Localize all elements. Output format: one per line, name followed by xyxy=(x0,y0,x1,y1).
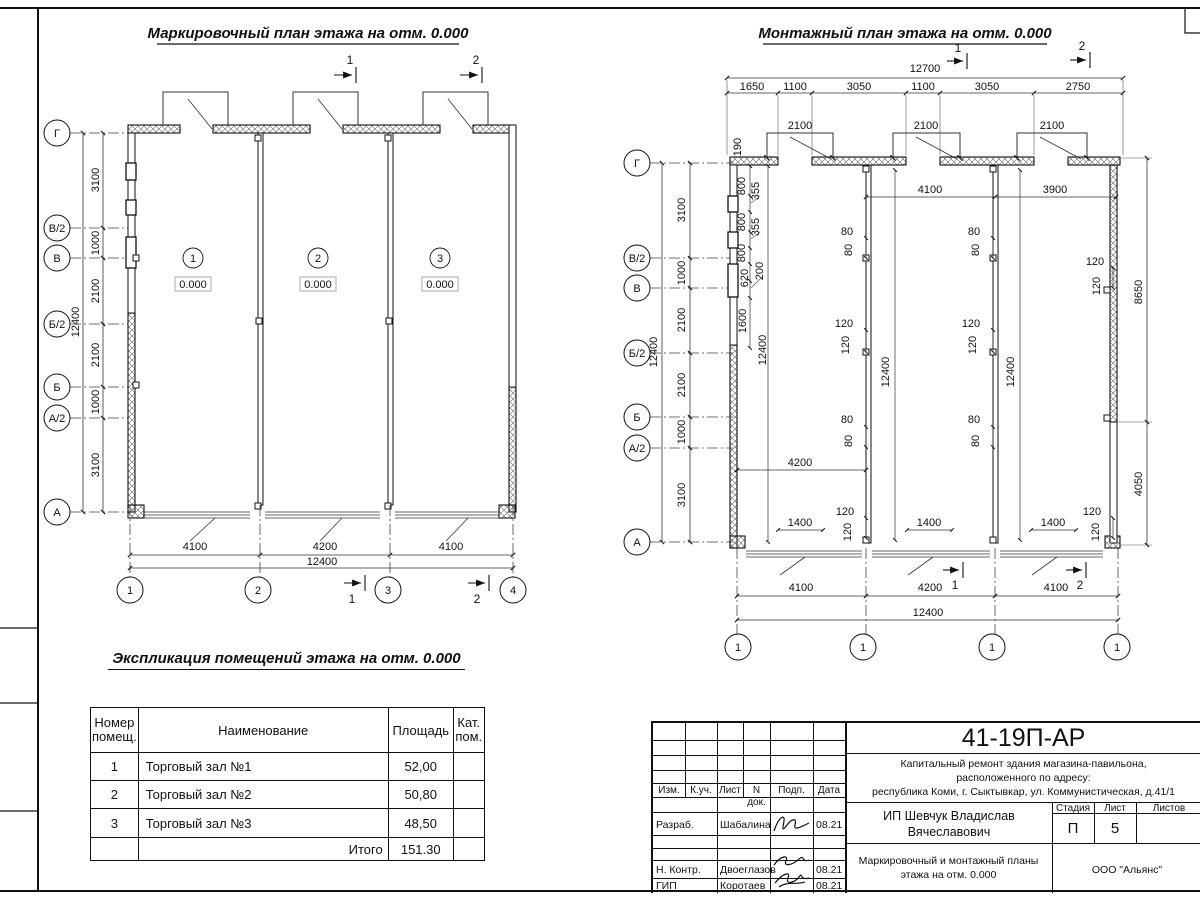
svg-text:3100: 3100 xyxy=(676,482,688,508)
svg-text:1: 1 xyxy=(954,41,962,55)
name-nkontr: Двоеглазов xyxy=(720,864,776,876)
svg-text:120: 120 xyxy=(967,335,979,355)
svg-text:4: 4 xyxy=(509,585,517,597)
role-gip: ГИП xyxy=(656,880,677,892)
svg-text:В: В xyxy=(633,283,641,295)
room-table-header xyxy=(91,708,485,753)
svg-text:120: 120 xyxy=(834,318,854,330)
sheets-label: Листов xyxy=(1152,803,1186,814)
svg-text:120: 120 xyxy=(961,318,981,330)
col-data: Дата xyxy=(817,785,841,796)
svg-text:1: 1 xyxy=(734,642,742,654)
row-axes xyxy=(44,120,128,525)
table-row: 3 Торговый зал №3 48,50 xyxy=(91,809,485,838)
col-axes xyxy=(117,505,526,603)
svg-text:4100: 4100 xyxy=(438,541,464,553)
col-list: Лист xyxy=(719,785,741,796)
svg-text:80: 80 xyxy=(840,414,854,426)
svg-text:3: 3 xyxy=(436,253,444,265)
svg-text:1650: 1650 xyxy=(739,81,765,93)
svg-text:2100: 2100 xyxy=(913,120,939,132)
svg-text:3: 3 xyxy=(384,585,392,597)
svg-text:12400: 12400 xyxy=(880,356,892,388)
svg-text:1100: 1100 xyxy=(911,81,935,93)
stage-label: Стадия xyxy=(1055,803,1091,814)
svg-text:4100: 4100 xyxy=(182,541,208,553)
svg-text:2: 2 xyxy=(1078,39,1086,53)
offset-dim: 190 xyxy=(732,137,744,157)
svg-text:2100: 2100 xyxy=(676,372,688,398)
sheet-label: Лист xyxy=(1104,803,1126,814)
svg-text:2750: 2750 xyxy=(1065,81,1091,93)
svg-text:1: 1 xyxy=(346,53,354,67)
col-header-num: Номер помещ. xyxy=(91,708,139,753)
svg-text:А/2: А/2 xyxy=(48,413,66,425)
svg-text:В: В xyxy=(53,253,61,265)
svg-text:2: 2 xyxy=(473,592,481,606)
svg-text:В/2: В/2 xyxy=(48,223,66,235)
svg-text:12400: 12400 xyxy=(912,607,944,619)
svg-text:1: 1 xyxy=(1113,642,1121,654)
svg-text:2: 2 xyxy=(472,53,480,67)
svg-text:4100: 4100 xyxy=(788,582,814,594)
svg-text:3100: 3100 xyxy=(676,197,688,223)
svg-text:А: А xyxy=(53,507,61,519)
svg-text:4050: 4050 xyxy=(1133,471,1145,497)
left-plan xyxy=(44,25,526,606)
col-kuch: К.уч. xyxy=(690,785,712,796)
svg-text:12400: 12400 xyxy=(1005,356,1017,388)
doc-number: 41-19П-АР xyxy=(961,724,1086,752)
svg-text:4100: 4100 xyxy=(1043,582,1069,594)
svg-text:4200: 4200 xyxy=(917,582,943,594)
left-plan-title: Маркировочный план этажа на отм. 0.000 xyxy=(147,25,469,42)
col-izm: Изм. xyxy=(658,785,680,796)
svg-text:120: 120 xyxy=(842,522,854,542)
svg-text:1000: 1000 xyxy=(90,389,102,415)
svg-text:200: 200 xyxy=(754,261,766,281)
svg-text:80: 80 xyxy=(967,226,981,238)
role-nkontr: Н. Контр. xyxy=(656,864,701,876)
svg-text:120: 120 xyxy=(835,506,855,518)
svg-text:Г: Г xyxy=(634,158,640,170)
svg-text:2: 2 xyxy=(314,253,322,265)
right-plan xyxy=(624,25,1152,660)
signature-razrab xyxy=(771,813,813,835)
svg-text:3050: 3050 xyxy=(974,81,1000,93)
svg-text:8650: 8650 xyxy=(1133,279,1145,305)
svg-text:2100: 2100 xyxy=(90,342,102,368)
table-row: 2 Торговый зал №2 50,80 xyxy=(91,781,485,809)
svg-text:4200: 4200 xyxy=(312,541,338,553)
svg-text:2100: 2100 xyxy=(676,307,688,333)
porch-lines xyxy=(143,512,499,541)
svg-text:3900: 3900 xyxy=(1042,184,1068,196)
svg-text:1400: 1400 xyxy=(916,517,942,529)
section-mark xyxy=(344,575,489,606)
svg-text:355: 355 xyxy=(750,217,762,237)
svg-text:1400: 1400 xyxy=(1040,517,1066,529)
date-razrab: 08.21 xyxy=(816,819,843,831)
right-wall-dimensions xyxy=(1086,158,1152,545)
room-table xyxy=(90,707,485,861)
svg-text:1: 1 xyxy=(126,585,134,597)
svg-text:120: 120 xyxy=(840,335,852,355)
col-header-cat: Кат. пом. xyxy=(453,708,484,753)
svg-text:0.000: 0.000 xyxy=(179,279,207,291)
svg-text:1000: 1000 xyxy=(90,230,102,256)
role-razrab: Разраб. xyxy=(656,819,694,831)
svg-text:0.000: 0.000 xyxy=(426,279,454,291)
client-name: ИП Шевчук Владислав Вячеславович xyxy=(883,809,1015,839)
entrance-canopies xyxy=(767,120,1087,159)
svg-text:А/2: А/2 xyxy=(628,443,646,455)
svg-text:620: 620 xyxy=(739,268,751,288)
building-walls xyxy=(126,92,516,541)
col-header-name: Наименование xyxy=(138,708,388,753)
signature-nkontr-gip xyxy=(771,851,813,893)
wall-nodes xyxy=(863,166,1110,543)
svg-text:2: 2 xyxy=(1076,578,1084,592)
room-table-title: Экспликация помещений этажа на отм. 0.000 xyxy=(90,650,483,667)
top-dimensions xyxy=(727,63,1123,155)
svg-text:3050: 3050 xyxy=(846,81,872,93)
building-walls xyxy=(728,157,1120,575)
svg-text:1: 1 xyxy=(951,578,959,592)
svg-text:1600: 1600 xyxy=(737,308,749,334)
svg-text:1000: 1000 xyxy=(676,419,688,445)
stage-value: П xyxy=(1067,820,1079,837)
svg-text:Г: Г xyxy=(54,128,60,140)
svg-text:2100: 2100 xyxy=(90,278,102,304)
total-label: Итого xyxy=(138,838,388,861)
sheet-value: 5 xyxy=(1110,820,1120,837)
row-dimensions xyxy=(70,133,103,512)
svg-text:Б/2: Б/2 xyxy=(628,348,646,360)
svg-text:12400: 12400 xyxy=(648,336,660,368)
svg-text:4100: 4100 xyxy=(917,184,943,196)
section-mark xyxy=(334,53,482,83)
name-gip: Коротаев xyxy=(720,880,766,892)
svg-text:80: 80 xyxy=(970,243,982,257)
total-value: 151.30 xyxy=(388,838,453,861)
porch-lines xyxy=(746,551,1103,575)
svg-text:120: 120 xyxy=(1085,256,1105,268)
svg-text:Б: Б xyxy=(53,382,61,394)
title-block xyxy=(651,721,1200,893)
svg-text:12400: 12400 xyxy=(757,334,769,366)
svg-text:1100: 1100 xyxy=(783,81,807,93)
corner-box xyxy=(1185,8,1200,33)
date-gip: 08.21 xyxy=(816,880,843,892)
svg-text:120: 120 xyxy=(1090,522,1102,542)
svg-text:1: 1 xyxy=(189,253,197,265)
svg-text:80: 80 xyxy=(970,434,982,448)
project-line2: расположенного по адресу: xyxy=(956,772,1091,784)
col-dimensions xyxy=(725,582,1130,660)
svg-text:1: 1 xyxy=(859,642,867,654)
svg-text:3100: 3100 xyxy=(90,167,102,193)
svg-text:12700: 12700 xyxy=(909,63,941,75)
svg-text:80: 80 xyxy=(967,414,981,426)
svg-text:2100: 2100 xyxy=(1039,120,1065,132)
svg-text:1: 1 xyxy=(988,642,996,654)
svg-text:80: 80 xyxy=(843,434,855,448)
span-dimensions xyxy=(737,181,1116,470)
svg-text:А: А xyxy=(633,537,641,549)
entrance-canopies xyxy=(163,92,488,129)
svg-text:Б/2: Б/2 xyxy=(48,319,66,331)
svg-text:1: 1 xyxy=(348,592,356,606)
project-line1: Капитальный ремонт здания магазина-павильона, xyxy=(900,758,1147,770)
svg-text:1000: 1000 xyxy=(676,260,688,286)
svg-text:0.000: 0.000 xyxy=(304,279,332,291)
svg-text:120: 120 xyxy=(1091,276,1103,296)
date-nkontr: 08.21 xyxy=(816,864,843,876)
col-header-area: Площадь xyxy=(388,708,453,753)
svg-text:800: 800 xyxy=(736,243,748,263)
wall-dimensions xyxy=(736,166,769,542)
svg-text:4200: 4200 xyxy=(787,457,813,469)
svg-text:В/2: В/2 xyxy=(628,253,646,265)
col-podp: Подп. xyxy=(778,785,805,796)
table-row: 1 Торговый зал №1 52,00 xyxy=(91,753,485,781)
svg-text:2: 2 xyxy=(254,585,262,597)
col-ndoc: N док. xyxy=(747,785,766,808)
project-line3: республика Коми, г. Сыктывкар, ул. Коммунистическая, д.41/1 xyxy=(871,786,1176,798)
svg-text:800: 800 xyxy=(736,212,748,232)
table-total-row xyxy=(91,838,485,861)
svg-text:1400: 1400 xyxy=(787,517,813,529)
porch-dimensions xyxy=(778,506,1113,541)
svg-text:800: 800 xyxy=(736,176,748,196)
svg-text:12400: 12400 xyxy=(70,306,82,338)
windows xyxy=(126,163,136,268)
svg-text:Б: Б xyxy=(633,412,641,424)
svg-text:120: 120 xyxy=(1082,506,1102,518)
svg-text:3100: 3100 xyxy=(90,452,102,478)
svg-text:2100: 2100 xyxy=(787,120,813,132)
svg-text:80: 80 xyxy=(843,243,855,257)
svg-text:80: 80 xyxy=(840,226,854,238)
company-name: ООО "Альянс" xyxy=(1091,864,1163,876)
svg-text:355: 355 xyxy=(750,181,762,201)
right-plan-title: Монтажный план этажа на отм. 0.000 xyxy=(758,25,1052,42)
svg-text:12400: 12400 xyxy=(306,556,338,568)
doc-title: Маркировочный и монтажный планы этажа на отм. 0.000 xyxy=(858,855,1039,881)
row-dimensions xyxy=(648,163,690,542)
room-marks xyxy=(175,248,458,291)
name-razrab: Шабалина xyxy=(720,819,771,831)
